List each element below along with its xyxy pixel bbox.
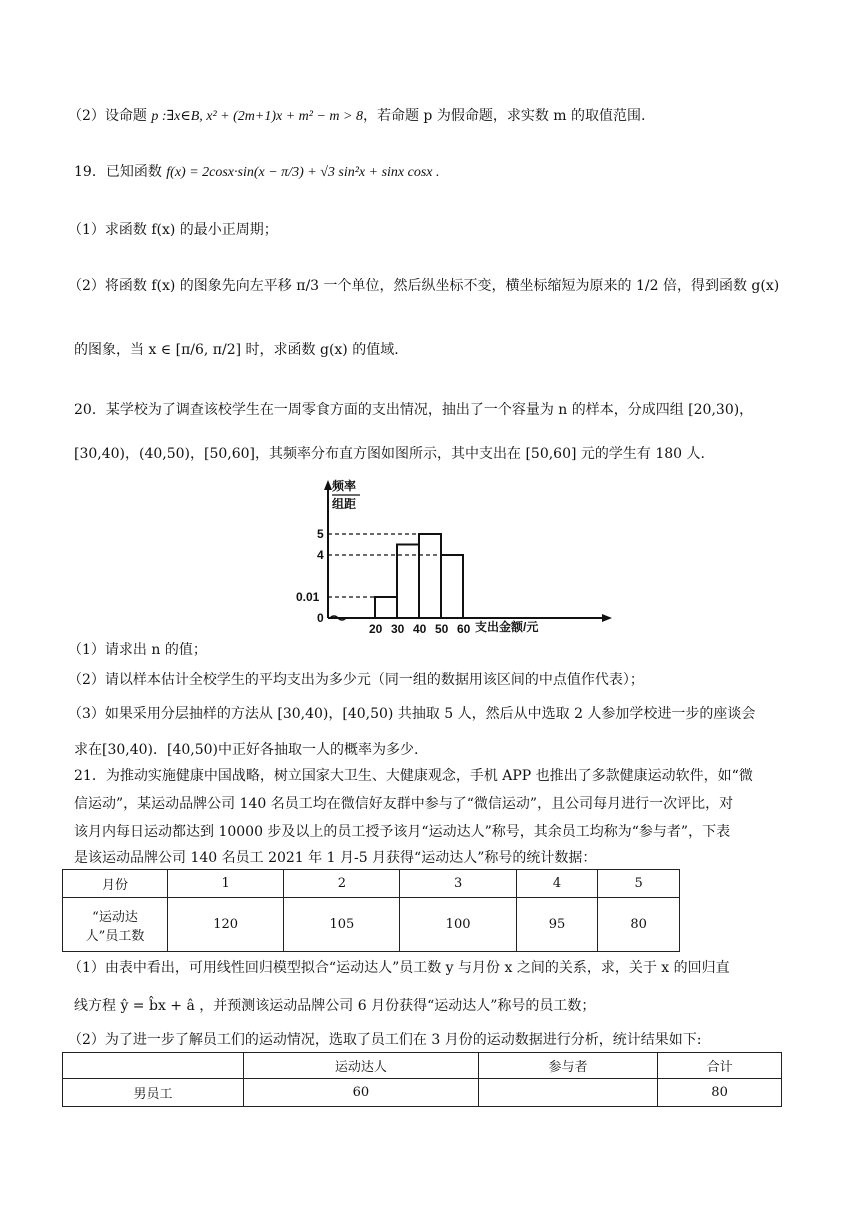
y-tick-label: 0 [317, 611, 324, 625]
table1-row-label [63, 898, 168, 952]
q20-part1: （1）请求出 n 的值； [68, 642, 207, 658]
month-cell: 1 [168, 870, 284, 898]
y-label-top: 频率 [332, 479, 357, 493]
table1-header-label: 月份 [63, 870, 168, 898]
count-cell: 105 [284, 898, 400, 952]
table2-header-cell: 合计 [658, 1053, 782, 1079]
histogram-bar [419, 534, 441, 618]
q21-part2: （2）为了进一步了解员工们的运动情况，选取了员工们在 3 月份的运动数据进行分析，统计结果如下: [68, 1032, 702, 1048]
q19-part2-line2: 的图象，当 x ∈ [π/6, π/2] 时，求函数 g(x) 的值域. [74, 342, 399, 358]
table2-cell: 60 [244, 1079, 479, 1107]
table2-cell [478, 1079, 657, 1107]
q21-line4: 是该运动品牌公司 140 名员工 2021 年 1 月-5 月获得“运动达人”称号的统计数据： [74, 850, 597, 866]
q21-line2: 信运动”，某运动品牌公司 140 名员工均在微信好友群中参与了“微信运动”，且公司每月进行一次评比，对 [74, 796, 734, 812]
y-tick-label: 4 [317, 548, 324, 562]
q18-part2-line [68, 106, 645, 127]
q20-part2: （2）请以样本估计全校学生的平均支出为多少元（同一组的数据用该区间的中点值作代表）； [68, 672, 644, 688]
count-cell: 120 [168, 898, 284, 952]
count-cell: 100 [400, 898, 516, 952]
y-tick-label: 5 [317, 527, 324, 541]
q18-part2-math: p :∃x∈B, x² + (2m+1)x + m² − m > 8 [151, 109, 363, 124]
q19-stem-math: f(x) = 2cosx·sin(x − π/3) + √3 sin²x + sinx cosx . [166, 165, 440, 180]
x-tick-label: 30 [391, 622, 405, 636]
q21-line3: 该月内每日运动都达到 10000 步及以上的员工授予该月“运动达人”称号，其余员工均称为“参与者”，下表 [74, 824, 731, 840]
q18-part2-prefix: （2）设命题 [68, 108, 152, 124]
y-label-bottom: 组距 [332, 497, 357, 511]
q19-part2-line1: （2）将函数 f(x) 的图象先向左平移 π/3 一个单位，然后纵坐标不变，横坐标缩短为原来的 1/2 倍，得到函数 g(x) [68, 278, 780, 294]
row-label-line1: “运动达 [92, 909, 138, 925]
q20-part3-line1: （3）如果采用分层抽样的方法从 [30,40)，[40,50) 共抽取 5 人，然后从中选取 2 人参加学校进一步的座谈会 [68, 706, 756, 722]
table1-count-row [63, 898, 680, 952]
y-tick-label: 0.01 [296, 590, 320, 604]
table2-header-cell [63, 1053, 244, 1079]
q20-stem-line2: [30,40)，(40,50)，[50,60]，其频率分布直方图如图所示，其中支出在 [50,60] 元的学生有 180 人. [74, 446, 705, 462]
q21-line1: 21．为推动实施健康中国战略，树立国家大卫生、大健康观念，手机 APP 也推出了多款健康运动软件，如“微 [74, 768, 753, 784]
month-cell: 5 [598, 870, 680, 898]
q20-stem-line1: 20．某学校为了调查该校学生在一周零食方面的支出情况，抽出了一个容量为 n 的样本，分成四组 [20,30)， [74, 402, 754, 418]
histogram-axes [324, 480, 612, 622]
x-tick-label: 60 [457, 622, 471, 636]
count-cell: 95 [516, 898, 598, 952]
x-axis-label: 支出金额/元 [475, 620, 539, 634]
q21-part1-line2: 线方程 ŷ = b̂x + â ，并预测该运动品牌公司 6 月份获得“运动达人”称号的员工数； [74, 998, 596, 1014]
month-cell: 2 [284, 870, 400, 898]
running-stars-table [62, 869, 680, 952]
gender-table [62, 1052, 782, 1107]
table2-header-cell: 运动达人 [244, 1053, 479, 1079]
table2-header-cell: 参与者 [478, 1053, 657, 1079]
q20-part3-line2: 求在[30,40)．[40,50)中正好各抽取一人的概率为多少. [74, 742, 419, 758]
q21-part1-line1: （1）由表中看出，可用线性回归模型拟合“运动达人”员工数 y 与月份 x 之间的关系，求，关于 x 的回归直 [68, 960, 730, 976]
q19-stem [74, 162, 440, 183]
table2-cell: 80 [658, 1079, 782, 1107]
count-cell: 80 [598, 898, 680, 952]
histogram-bar [375, 597, 397, 618]
x-tick-label: 40 [413, 622, 427, 636]
q19-part1: （1）求函数 f(x) 的最小正周期； [68, 222, 278, 238]
table2-header-row [63, 1053, 782, 1079]
row-label-line2: 人”员工数 [85, 928, 145, 944]
x-axis-arrow [602, 614, 612, 622]
table1-header-row [63, 870, 680, 898]
table2-cell: 男员工 [63, 1079, 244, 1107]
month-cell: 4 [516, 870, 598, 898]
histogram-bar [441, 555, 463, 618]
table2-row-male [63, 1079, 782, 1107]
month-cell: 3 [400, 870, 516, 898]
y-axis-arrow [324, 480, 332, 490]
q18-part2-suffix: ，若命题 p 为假命题，求实数 m 的取值范围. [362, 108, 646, 124]
q19-stem-prefix: 19．已知函数 [74, 164, 167, 180]
x-tick-label: 20 [369, 622, 383, 636]
x-tick-label: 50 [435, 622, 449, 636]
frequency-histogram [290, 478, 620, 638]
